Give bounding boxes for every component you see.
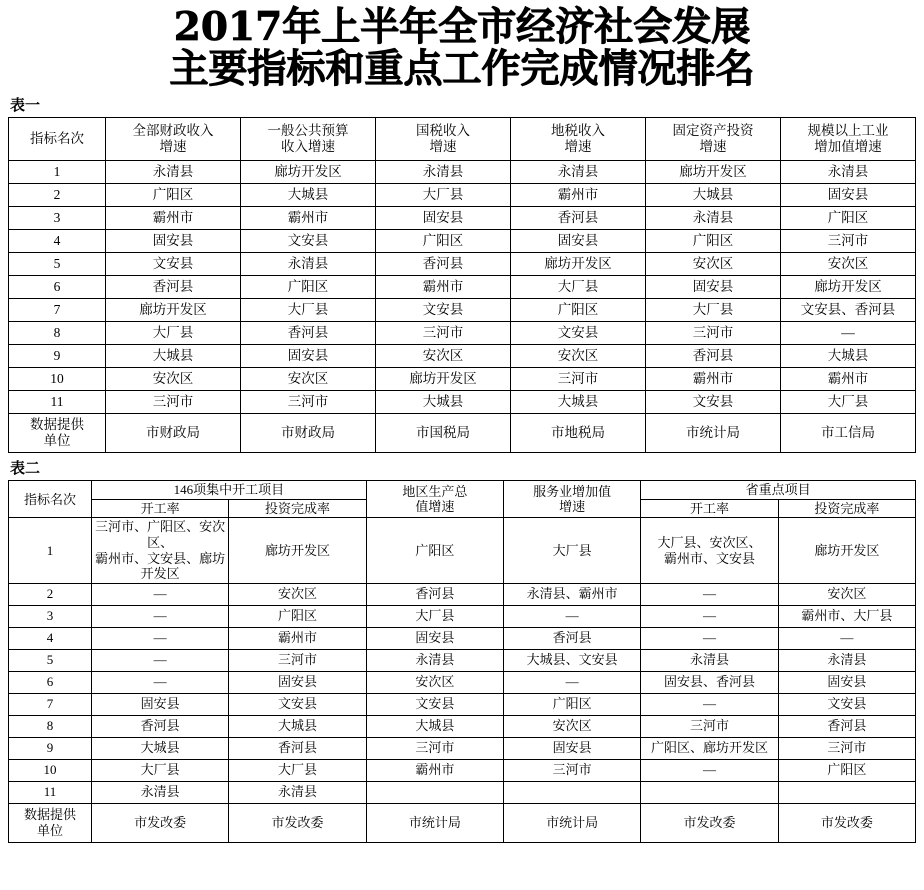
rank-cell: 4: [9, 230, 106, 253]
table-1-header-col-6: [781, 118, 916, 161]
rank-cell: 6: [9, 276, 106, 299]
data-cell: 广阳区: [778, 759, 915, 781]
header-line: 固定资产投资: [672, 123, 754, 139]
data-cell: 香河县: [376, 253, 511, 276]
rank-cell: 5: [9, 649, 92, 671]
data-cell: 三河市: [511, 368, 646, 391]
table-row: [9, 184, 916, 207]
data-cell: 香河县: [778, 715, 915, 737]
footer-label-line: 单位: [36, 822, 63, 838]
data-cell: 三河市: [778, 737, 915, 759]
data-cell: 安次区: [366, 671, 503, 693]
header-line: 增速: [159, 139, 187, 155]
data-cell: 广阳区: [646, 230, 781, 253]
table-2-header-rank: 指标名次: [9, 481, 92, 518]
data-cell: 香河县: [92, 715, 229, 737]
data-cell: 安次区: [511, 345, 646, 368]
data-cell: 永清县: [92, 781, 229, 803]
data-cell: 文安县、香河县: [781, 299, 916, 322]
data-cell: —: [92, 627, 229, 649]
data-cell: [503, 781, 640, 803]
table-row: [9, 253, 916, 276]
data-cell: 大厂县: [781, 391, 916, 414]
data-cell: 三河市: [241, 391, 376, 414]
page-title: [8, 4, 916, 93]
rank-cell: 3: [9, 605, 92, 627]
data-cell: 永清县: [778, 649, 915, 671]
data-cell: —: [641, 583, 778, 605]
table-1-header-col-3: [376, 118, 511, 161]
data-cell: 大城县: [511, 391, 646, 414]
rank-cell: 9: [9, 737, 92, 759]
header-line: 增速: [564, 139, 592, 155]
data-cell: 文安县: [241, 230, 376, 253]
footer-label: [9, 414, 106, 453]
table-row: [9, 322, 916, 345]
data-cell: 广阳区: [241, 276, 376, 299]
data-cell: 大城县: [646, 184, 781, 207]
table-1-footer-row: [9, 414, 916, 453]
rank-cell: 7: [9, 693, 92, 715]
rank-cell: 6: [9, 671, 92, 693]
header-line: 规模以上工业: [807, 123, 889, 139]
header-line: 地区生产总: [402, 483, 468, 499]
data-cell: 永清县: [646, 207, 781, 230]
data-cell: 大厂县: [92, 759, 229, 781]
data-cell: 大厂县: [511, 276, 646, 299]
data-cell: 固安县: [241, 345, 376, 368]
table-row: [9, 693, 916, 715]
data-cell: [641, 518, 778, 583]
data-cell: 文安县: [778, 693, 915, 715]
data-cell: 广阳区: [366, 518, 503, 583]
footer-cell: 市统计局: [503, 803, 640, 842]
data-cell: 大城县: [241, 184, 376, 207]
header-line: 值增速: [415, 499, 455, 515]
data-cell: 广阳区: [106, 184, 241, 207]
data-cell: 广阳区: [503, 693, 640, 715]
data-cell: —: [641, 605, 778, 627]
data-cell: 廊坊开发区: [241, 161, 376, 184]
footer-cell: 市发改委: [92, 803, 229, 842]
header-line: 全部财政收入: [132, 123, 214, 139]
data-cell: 固安县: [366, 627, 503, 649]
data-cell: 三河市: [366, 737, 503, 759]
data-cell: 安次区: [781, 253, 916, 276]
table-row: [9, 781, 916, 803]
cell-line: 霸州市、文安县: [663, 550, 755, 566]
data-cell: 文安县: [646, 391, 781, 414]
cell-line: 三河市、广阳区、安次区、: [95, 519, 226, 550]
header-line: 服务业增加值: [533, 483, 612, 499]
table-2-header-service-growth: [503, 481, 640, 518]
data-cell: [641, 781, 778, 803]
footer-cell: 市发改委: [641, 803, 778, 842]
table-1: [8, 117, 916, 453]
data-cell: 永清县: [366, 649, 503, 671]
cell-line: 霸州市、文安县、廊坊开发区: [95, 550, 226, 582]
data-cell: 永清县: [376, 161, 511, 184]
data-cell: 大城县: [229, 715, 366, 737]
data-cell: 安次区: [503, 715, 640, 737]
data-cell: 固安县: [229, 671, 366, 693]
data-cell: 廊坊开发区: [106, 299, 241, 322]
footer-label-line: 数据提供: [23, 807, 76, 823]
data-cell: 安次区: [778, 583, 915, 605]
data-cell: 大厂县: [646, 299, 781, 322]
data-cell: 三河市: [376, 322, 511, 345]
data-cell: 香河县: [229, 737, 366, 759]
footer-label: [9, 803, 92, 842]
table-1-header-row: [9, 118, 916, 161]
footer-cell: 市地税局: [511, 414, 646, 453]
table-1-header-col-5: [646, 118, 781, 161]
data-cell: 霸州市: [229, 627, 366, 649]
table-2-header-investment-rate-1: 投资完成率: [229, 499, 366, 518]
data-cell: 霸州市: [781, 368, 916, 391]
rank-cell: 10: [9, 368, 106, 391]
data-cell: 固安县: [106, 230, 241, 253]
header-line: 收入增速: [281, 139, 335, 155]
data-cell: 永清县: [781, 161, 916, 184]
data-cell: 香河县: [646, 345, 781, 368]
data-cell: —: [503, 605, 640, 627]
data-cell: 廊坊开发区: [511, 253, 646, 276]
data-cell: 大城县: [366, 715, 503, 737]
data-cell: [92, 518, 229, 583]
header-line: 增加值增速: [814, 139, 882, 155]
table-row: [9, 737, 916, 759]
data-cell: 固安县: [376, 207, 511, 230]
data-cell: 永清县、霸州市: [503, 583, 640, 605]
data-cell: [778, 781, 915, 803]
rank-cell: 1: [9, 161, 106, 184]
table-2-header-start-rate-2: 开工率: [641, 499, 778, 518]
rank-cell: 4: [9, 627, 92, 649]
data-cell: 廊坊开发区: [229, 518, 366, 583]
data-cell: 三河市: [503, 759, 640, 781]
data-cell: 霸州市: [106, 207, 241, 230]
table-1-label: 表一: [10, 98, 41, 115]
data-cell: 文安县: [106, 253, 241, 276]
data-cell: —: [92, 671, 229, 693]
footer-cell: 市发改委: [778, 803, 915, 842]
data-cell: 香河县: [366, 583, 503, 605]
data-cell: 固安县: [781, 184, 916, 207]
data-cell: 霸州市: [646, 368, 781, 391]
data-cell: —: [641, 693, 778, 715]
table-1-header-col-2: [241, 118, 376, 161]
table-row: [9, 627, 916, 649]
table-row: [9, 345, 916, 368]
data-cell: —: [778, 627, 915, 649]
header-line: 增速: [699, 139, 727, 155]
data-cell: 三河市: [641, 715, 778, 737]
table-2-header-investment-rate-2: 投资完成率: [778, 499, 915, 518]
table-2-header-start-rate-1: 开工率: [92, 499, 229, 518]
footer-cell: 市统计局: [646, 414, 781, 453]
data-cell: 文安县: [229, 693, 366, 715]
data-cell: 固安县、香河县: [641, 671, 778, 693]
data-cell: 文安县: [511, 322, 646, 345]
data-cell: —: [641, 759, 778, 781]
rank-cell: 8: [9, 322, 106, 345]
data-cell: 香河县: [106, 276, 241, 299]
table-2-label: 表二: [10, 461, 41, 478]
table-2-header-gdp-growth: [366, 481, 503, 518]
footer-label-line: 单位: [43, 433, 71, 449]
data-cell: 大城县: [781, 345, 916, 368]
data-cell: 广阳区: [376, 230, 511, 253]
data-cell: 文安县: [376, 299, 511, 322]
table-1-header-rank: 指标名次: [9, 118, 106, 161]
data-cell: [366, 781, 503, 803]
table-row: [9, 583, 916, 605]
data-cell: 安次区: [241, 368, 376, 391]
footer-cell: 市国税局: [376, 414, 511, 453]
table-row: [9, 230, 916, 253]
footer-label-line: 数据提供: [30, 417, 84, 433]
data-cell: 广阳区、廊坊开发区: [641, 737, 778, 759]
header-line: 地税收入: [551, 123, 605, 139]
data-cell: 广阳区: [781, 207, 916, 230]
rank-cell: 11: [9, 391, 106, 414]
page-title-line-1: 2017年上半年全市经济社会发展: [173, 4, 751, 50]
data-cell: 广阳区: [511, 299, 646, 322]
data-cell: 香河县: [511, 207, 646, 230]
data-cell: —: [503, 671, 640, 693]
table-row: [9, 161, 916, 184]
footer-cell: 市发改委: [229, 803, 366, 842]
table-row: [9, 518, 916, 583]
data-cell: 大厂县: [241, 299, 376, 322]
data-cell: 安次区: [106, 368, 241, 391]
data-cell: 大厂县: [106, 322, 241, 345]
data-cell: 廊坊开发区: [778, 518, 915, 583]
footer-cell: 市财政局: [106, 414, 241, 453]
table-row: [9, 276, 916, 299]
table-1-header-col-1: [106, 118, 241, 161]
data-cell: 固安县: [778, 671, 915, 693]
cell-line: 大厂县、安次区、: [657, 535, 762, 550]
data-cell: 永清县: [641, 649, 778, 671]
footer-cell: 市工信局: [781, 414, 916, 453]
data-cell: 廊坊开发区: [646, 161, 781, 184]
header-line: 国税收入: [416, 123, 470, 139]
data-cell: 三河市: [106, 391, 241, 414]
footer-cell: 市统计局: [366, 803, 503, 842]
rank-cell: 1: [9, 518, 92, 583]
table-2-footer-row: [9, 803, 916, 842]
data-cell: 广阳区: [229, 605, 366, 627]
rank-cell: 8: [9, 715, 92, 737]
data-cell: —: [781, 322, 916, 345]
data-cell: 安次区: [376, 345, 511, 368]
data-cell: 永清县: [229, 781, 366, 803]
table-2-group-header-province-projects: 省重点项目: [641, 481, 916, 500]
table-row: [9, 391, 916, 414]
data-cell: 大厂县: [503, 518, 640, 583]
table-2-group-header-146-projects: 146项集中开工项目: [92, 481, 367, 500]
footer-cell: 市财政局: [241, 414, 376, 453]
data-cell: 三河市: [646, 322, 781, 345]
data-cell: 固安县: [92, 693, 229, 715]
rank-cell: 3: [9, 207, 106, 230]
table-row: [9, 368, 916, 391]
table-2-group-header-row: [9, 481, 916, 500]
table-row: [9, 671, 916, 693]
header-line: 增速: [559, 499, 586, 515]
data-cell: —: [92, 649, 229, 671]
page-title-line-2: 主要指标和重点工作完成情况排名: [169, 46, 755, 93]
table-row: [9, 605, 916, 627]
data-cell: 永清县: [511, 161, 646, 184]
data-cell: 固安县: [646, 276, 781, 299]
data-cell: 香河县: [503, 627, 640, 649]
data-cell: 霸州市: [366, 759, 503, 781]
table-1-header-col-4: [511, 118, 646, 161]
data-cell: 文安县: [366, 693, 503, 715]
data-cell: 三河市: [229, 649, 366, 671]
data-cell: 三河市: [781, 230, 916, 253]
data-cell: 大厂县: [366, 605, 503, 627]
table-row: [9, 207, 916, 230]
header-line: 增速: [429, 139, 457, 155]
rank-cell: 2: [9, 583, 92, 605]
data-cell: 大城县: [106, 345, 241, 368]
data-cell: 霸州市、大厂县: [778, 605, 915, 627]
data-cell: —: [92, 583, 229, 605]
data-cell: —: [92, 605, 229, 627]
table-row: [9, 715, 916, 737]
rank-cell: 10: [9, 759, 92, 781]
data-cell: 霸州市: [241, 207, 376, 230]
table-row: [9, 759, 916, 781]
data-cell: 大厂县: [376, 184, 511, 207]
data-cell: 固安县: [511, 230, 646, 253]
data-cell: 永清县: [241, 253, 376, 276]
data-cell: 大城县、文安县: [503, 649, 640, 671]
data-cell: 廊坊开发区: [781, 276, 916, 299]
data-cell: 固安县: [503, 737, 640, 759]
data-cell: 廊坊开发区: [376, 368, 511, 391]
table-row: [9, 299, 916, 322]
data-cell: 大厂县: [229, 759, 366, 781]
data-cell: 霸州市: [511, 184, 646, 207]
rank-cell: 2: [9, 184, 106, 207]
data-cell: 永清县: [106, 161, 241, 184]
rank-cell: 9: [9, 345, 106, 368]
data-cell: —: [641, 627, 778, 649]
data-cell: 安次区: [646, 253, 781, 276]
rank-cell: 11: [9, 781, 92, 803]
table-2: [8, 480, 916, 843]
data-cell: 霸州市: [376, 276, 511, 299]
data-cell: 安次区: [229, 583, 366, 605]
rank-cell: 5: [9, 253, 106, 276]
data-cell: 大城县: [92, 737, 229, 759]
rank-cell: 7: [9, 299, 106, 322]
header-line: 一般公共预算: [267, 123, 349, 139]
data-cell: 香河县: [241, 322, 376, 345]
table-row: [9, 649, 916, 671]
data-cell: 大城县: [376, 391, 511, 414]
